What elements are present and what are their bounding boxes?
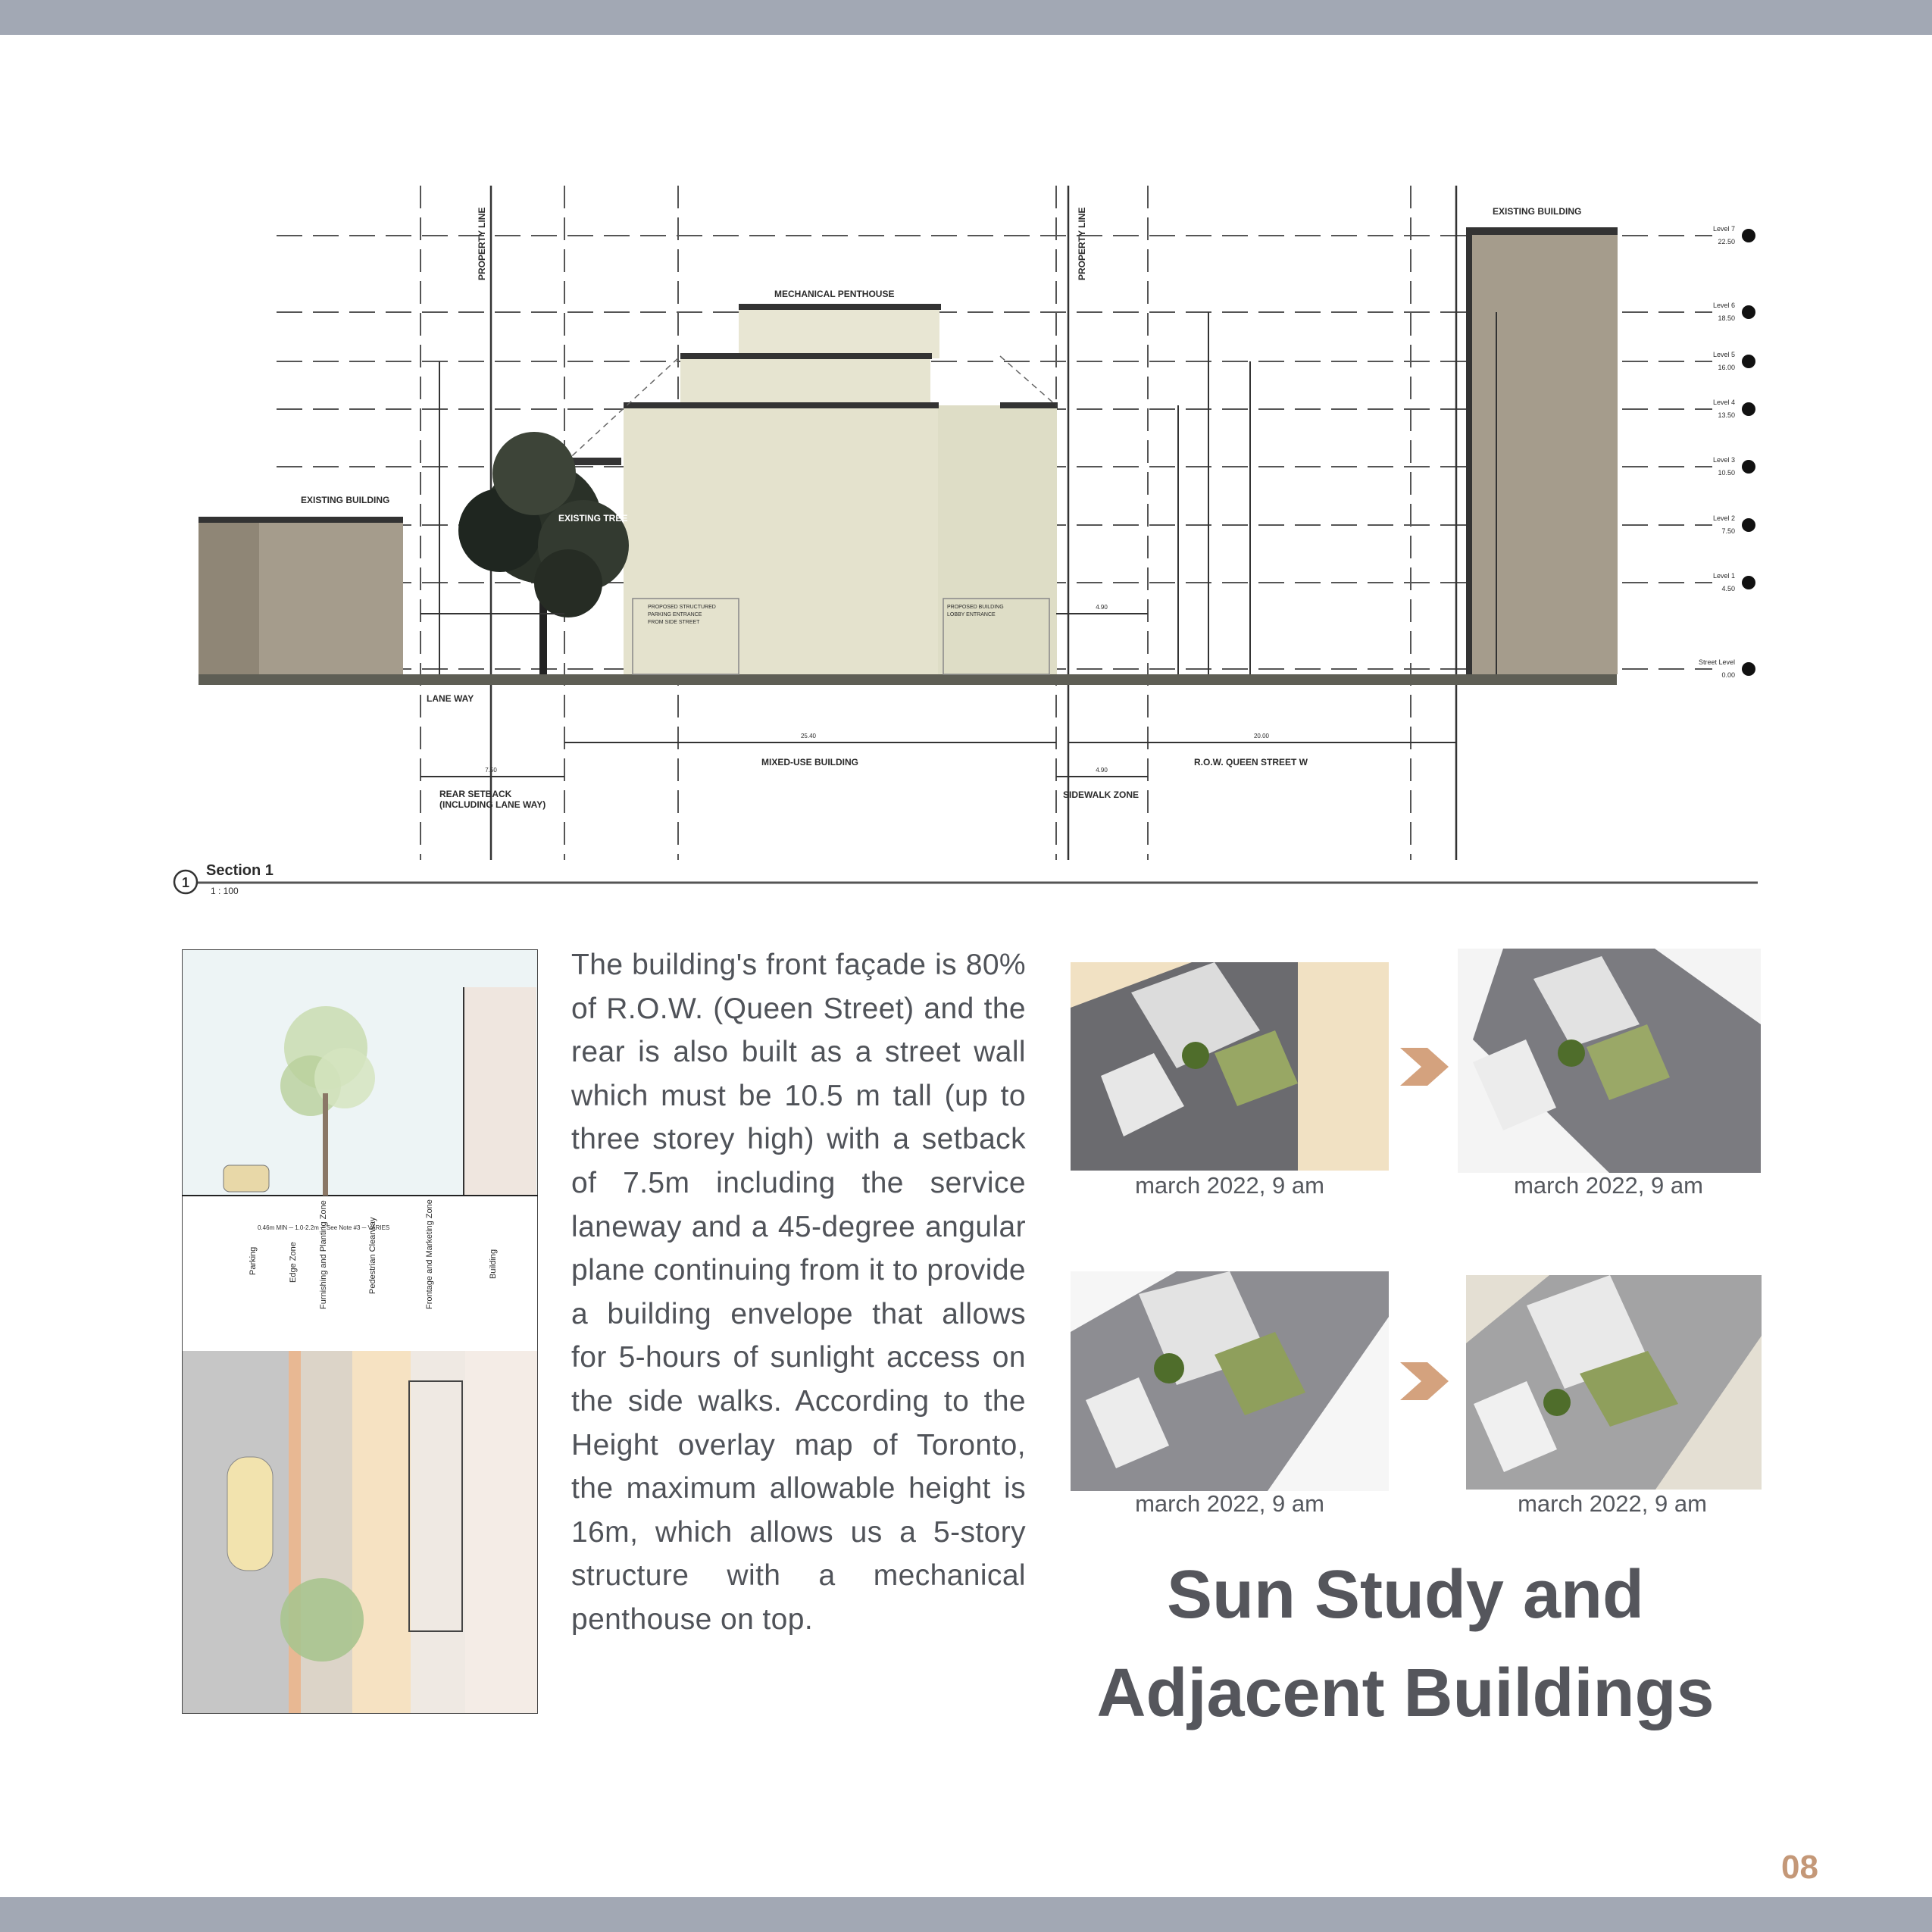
zone-label: Furnishing and Planting Zone xyxy=(319,1200,328,1309)
zone-label: Pedestrian Clearway xyxy=(368,1217,377,1294)
existing-building-left-label: EXISTING BUILDING xyxy=(301,495,390,505)
section-number: 1 xyxy=(181,875,190,890)
title-line-2: Adjacent Buildings xyxy=(1096,1655,1715,1731)
existing-tree-illustration xyxy=(458,432,629,674)
chevron-right-icon xyxy=(1400,1048,1453,1086)
section-drawing xyxy=(0,0,1932,909)
parking-entrance-label: PROPOSED STRUCTURED xyxy=(648,605,716,610)
parking-entrance-label-3: FROM SIDE STREET xyxy=(648,620,700,625)
render-caption: march 2022, 9 am xyxy=(1518,1490,1707,1517)
dimension-sidewalk: 4.90 xyxy=(1096,767,1108,774)
level-name: Level 7 xyxy=(1712,225,1735,233)
level-value: 22.50 xyxy=(1718,238,1735,245)
streetscape-diagram xyxy=(182,949,538,1714)
rear-setback-label-2: (INCLUDING LANE WAY) xyxy=(439,799,546,810)
mechanical-penthouse-label: MECHANICAL PENTHOUSE xyxy=(774,289,895,299)
rear-setback-label: REAR SETBACK xyxy=(439,789,512,799)
level-value: 18.50 xyxy=(1718,314,1735,322)
zone-dimensions: 0.46m MIN ─ 1.0-2.2m ─ See Note #3 ─ VARIES xyxy=(258,1224,390,1231)
existing-tree-label: EXISTING TREE xyxy=(558,513,628,524)
lobby-entrance-label-2: LOBBY ENTRANCE xyxy=(947,612,996,617)
level-value: 7.50 xyxy=(1721,527,1735,535)
existing-building-right-label: EXISTING BUILDING xyxy=(1493,206,1582,217)
row-queen-street-label: R.O.W. QUEEN STREET W xyxy=(1194,757,1308,767)
sun-study-render-2 xyxy=(1458,949,1761,1173)
level-name: Level 5 xyxy=(1712,351,1735,358)
plan-tree xyxy=(280,1578,364,1662)
level-name: Level 3 xyxy=(1712,456,1735,464)
parking-entrance-label-2: PARKING ENTRANCE xyxy=(648,612,702,617)
level-markers xyxy=(1742,229,1755,676)
bottom-bar xyxy=(0,1897,1932,1932)
render-caption: march 2022, 9 am xyxy=(1514,1172,1703,1199)
zone-label: Frontage and Marketing Zone xyxy=(425,1199,434,1309)
level-name: Level 1 xyxy=(1712,572,1735,580)
chevron-right-icon xyxy=(1400,1362,1453,1400)
dimension-row-width: 20.00 xyxy=(1253,733,1270,739)
level-value: 4.50 xyxy=(1721,585,1735,592)
lane-way-label: LANE WAY xyxy=(427,693,474,704)
dimension-building-width: 25.40 xyxy=(800,733,817,739)
level-name: Level 6 xyxy=(1712,302,1735,309)
sun-study-render-1 xyxy=(1071,962,1389,1171)
ground-line xyxy=(199,674,1617,685)
level-name: Level 4 xyxy=(1712,399,1735,406)
render-caption: march 2022, 9 am xyxy=(1135,1172,1324,1199)
section-title: Section 1 xyxy=(206,862,274,879)
page-number: 08 xyxy=(1781,1849,1818,1886)
zone-label: Edge Zone xyxy=(289,1242,298,1283)
zone-label: Building xyxy=(489,1249,498,1279)
level-name: Level 2 xyxy=(1712,514,1735,522)
level-value: 13.50 xyxy=(1718,411,1735,419)
level-value: 0.00 xyxy=(1721,671,1735,679)
proposed-building xyxy=(564,304,1058,674)
sun-study-render-3 xyxy=(1071,1271,1389,1491)
dimension-setback: 7.50 xyxy=(485,767,497,774)
level-value: 10.50 xyxy=(1718,469,1735,477)
render-caption: march 2022, 9 am xyxy=(1135,1490,1324,1517)
property-line-right-label: PROPERTY LINE xyxy=(1077,207,1087,280)
property-line-left-label: PROPERTY LINE xyxy=(477,207,487,280)
existing-building-right xyxy=(1466,231,1618,674)
level-name: Street Level xyxy=(1698,658,1735,666)
section-scale: 1 : 100 xyxy=(211,886,239,896)
plan-car xyxy=(227,1457,273,1571)
sun-study-render-4 xyxy=(1466,1275,1762,1490)
page-title xyxy=(1091,1546,1720,1743)
zone-label: Parking xyxy=(249,1246,258,1275)
description-paragraph: The building's front façade is 80% of R.O.W. (Queen Street) and the rear is also built as a street wall which must be 10.5 m tall (up to three storey high) with a setback of 7.5m including the service laneway and a 45-degree angular plane continuing from it to provide a building envelope that allows for 5-hours of sunlight access on the side walks. According to the Height overlay map of Toronto, the maximum allowable height is 16m, which allows us a 5-story structure with a mechanical penthouse on top. xyxy=(571,949,1026,1636)
mixed-use-building-label: MIXED-USE BUILDING xyxy=(761,757,859,767)
title-line-1: Sun Study and xyxy=(1167,1557,1644,1633)
sidewalk-zone-label: SIDEWALK ZONE xyxy=(1063,789,1140,800)
lobby-entrance-label: PROPOSED BUILDING xyxy=(947,605,1004,610)
dimension-sidewalk-upper: 4.90 xyxy=(1096,604,1108,611)
level-value: 16.00 xyxy=(1718,364,1735,371)
